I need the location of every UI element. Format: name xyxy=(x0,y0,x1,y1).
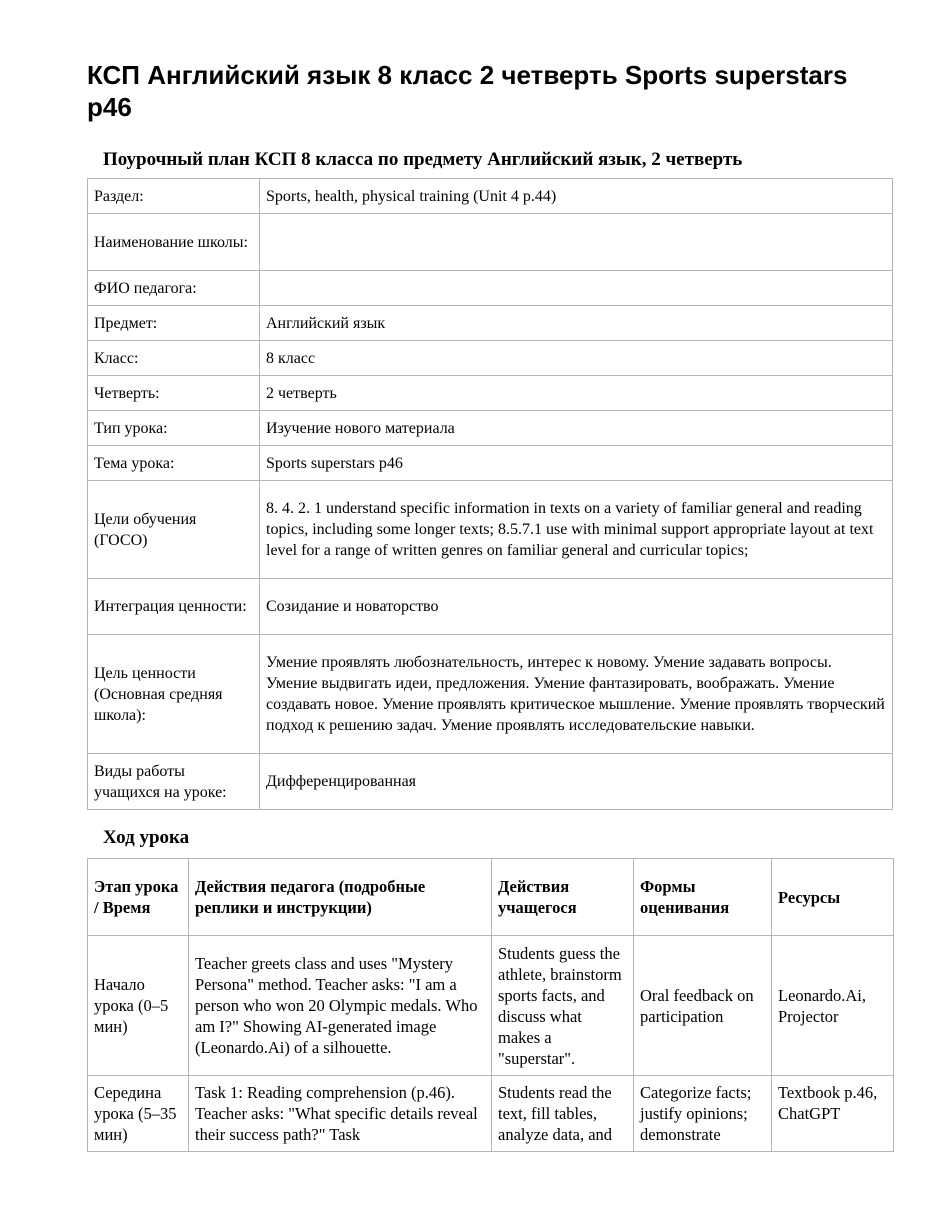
info-label: Тип урока: xyxy=(88,411,260,446)
info-row xyxy=(88,214,893,271)
info-value xyxy=(260,214,893,271)
flow-header-row xyxy=(88,859,894,936)
info-value: Дифференцированная xyxy=(260,754,893,810)
info-value: 8. 4. 2. 1 understand specific information in texts on a variety of familiar general and reading topics, including some longer texts; 8.5.7.1 use with minimal support appropriate layout at text level for a range of written genres on familiar general and curricular topics; xyxy=(260,481,893,579)
stage-cell: Начало урока (0–5 мин) xyxy=(88,936,189,1076)
flow-row xyxy=(88,1076,894,1152)
info-label: Виды работы учащихся на уроке: xyxy=(88,754,260,810)
header-assessment: Формы оценивания xyxy=(634,859,772,936)
info-row xyxy=(88,754,893,810)
assessment-cell: Oral feedback on participation xyxy=(634,936,772,1076)
info-row xyxy=(88,635,893,754)
info-value: Изучение нового материала xyxy=(260,411,893,446)
plan-title: Поурочный план КСП 8 класса по предмету Английский язык, 2 четверть xyxy=(103,149,743,170)
teacher-actions-cell: Task 1: Reading comprehension (p.46). Teacher asks: "What specific details reveal their success path?" Task xyxy=(189,1076,492,1152)
resources-cell: Textbook p.46, ChatGPT xyxy=(772,1076,894,1152)
info-row xyxy=(88,306,893,341)
info-label: Цели обучения (ГОСО) xyxy=(88,481,260,579)
info-label: Раздел: xyxy=(88,179,260,214)
header-stage: Этап урока / Время xyxy=(88,859,189,936)
info-row xyxy=(88,341,893,376)
info-label: Цель ценности (Основная средняя школа): xyxy=(88,635,260,754)
header-student-actions: Действия учащегося xyxy=(492,859,634,936)
header-resources: Ресурсы xyxy=(772,859,894,936)
info-value: Sports superstars p46 xyxy=(260,446,893,481)
document-title: КСП Английский язык 8 класс 2 четверть Sports superstars p46 xyxy=(87,60,848,122)
lesson-flow-title: Ход урока xyxy=(103,827,190,848)
student-actions-cell: Students read the text, fill tables, analyze data, and xyxy=(492,1076,634,1152)
info-row xyxy=(88,481,893,579)
info-value: 2 четверть xyxy=(260,376,893,411)
stage-cell: Середина урока (5–35 мин) xyxy=(88,1076,189,1152)
info-label: Класс: xyxy=(88,341,260,376)
info-row xyxy=(88,376,893,411)
info-value: Английский язык xyxy=(260,306,893,341)
info-row xyxy=(88,271,893,306)
info-label: Четверть: xyxy=(88,376,260,411)
info-row xyxy=(88,179,893,214)
info-label: Предмет: xyxy=(88,306,260,341)
info-row xyxy=(88,411,893,446)
lesson-flow-table xyxy=(87,858,894,1152)
info-value: Умение проявлять любознательность, интерес к новому. Умение задавать вопросы. Умение выдвигать идеи, предложения. Умение фантазировать, воображать. Умение создавать новое. Умение проявлять критическое мышление. Умение проявлять творческий подход к решению задач. Умение проявлять исследовательские навыки. xyxy=(260,635,893,754)
info-label: Интеграция ценности: xyxy=(88,579,260,635)
teacher-actions-cell: Teacher greets class and uses "Mystery Persona" method. Teacher asks: "I am a person who won 20 Olympic medals. Who am I?" Showing AI-generated image (Leonardo.Ai) of a silhouette. xyxy=(189,936,492,1076)
info-label: Наименование школы: xyxy=(88,214,260,271)
flow-row xyxy=(88,936,894,1076)
info-label: ФИО педагога: xyxy=(88,271,260,306)
info-label: Тема урока: xyxy=(88,446,260,481)
info-row xyxy=(88,579,893,635)
info-row xyxy=(88,446,893,481)
info-value: Sports, health, physical training (Unit 4 p.44) xyxy=(260,179,893,214)
header-teacher-actions: Действия педагога (подробные реплики и инструкции) xyxy=(189,859,492,936)
info-value: 8 класс xyxy=(260,341,893,376)
student-actions-cell: Students guess the athlete, brainstorm sports facts, and discuss what makes a "superstar". xyxy=(492,936,634,1076)
resources-cell: Leonardo.Ai, Projector xyxy=(772,936,894,1076)
lesson-info-table xyxy=(87,178,893,810)
assessment-cell: Categorize facts; justify opinions; demonstrate xyxy=(634,1076,772,1152)
document-page xyxy=(87,0,893,1152)
info-value xyxy=(260,271,893,306)
info-value: Созидание и новаторство xyxy=(260,579,893,635)
